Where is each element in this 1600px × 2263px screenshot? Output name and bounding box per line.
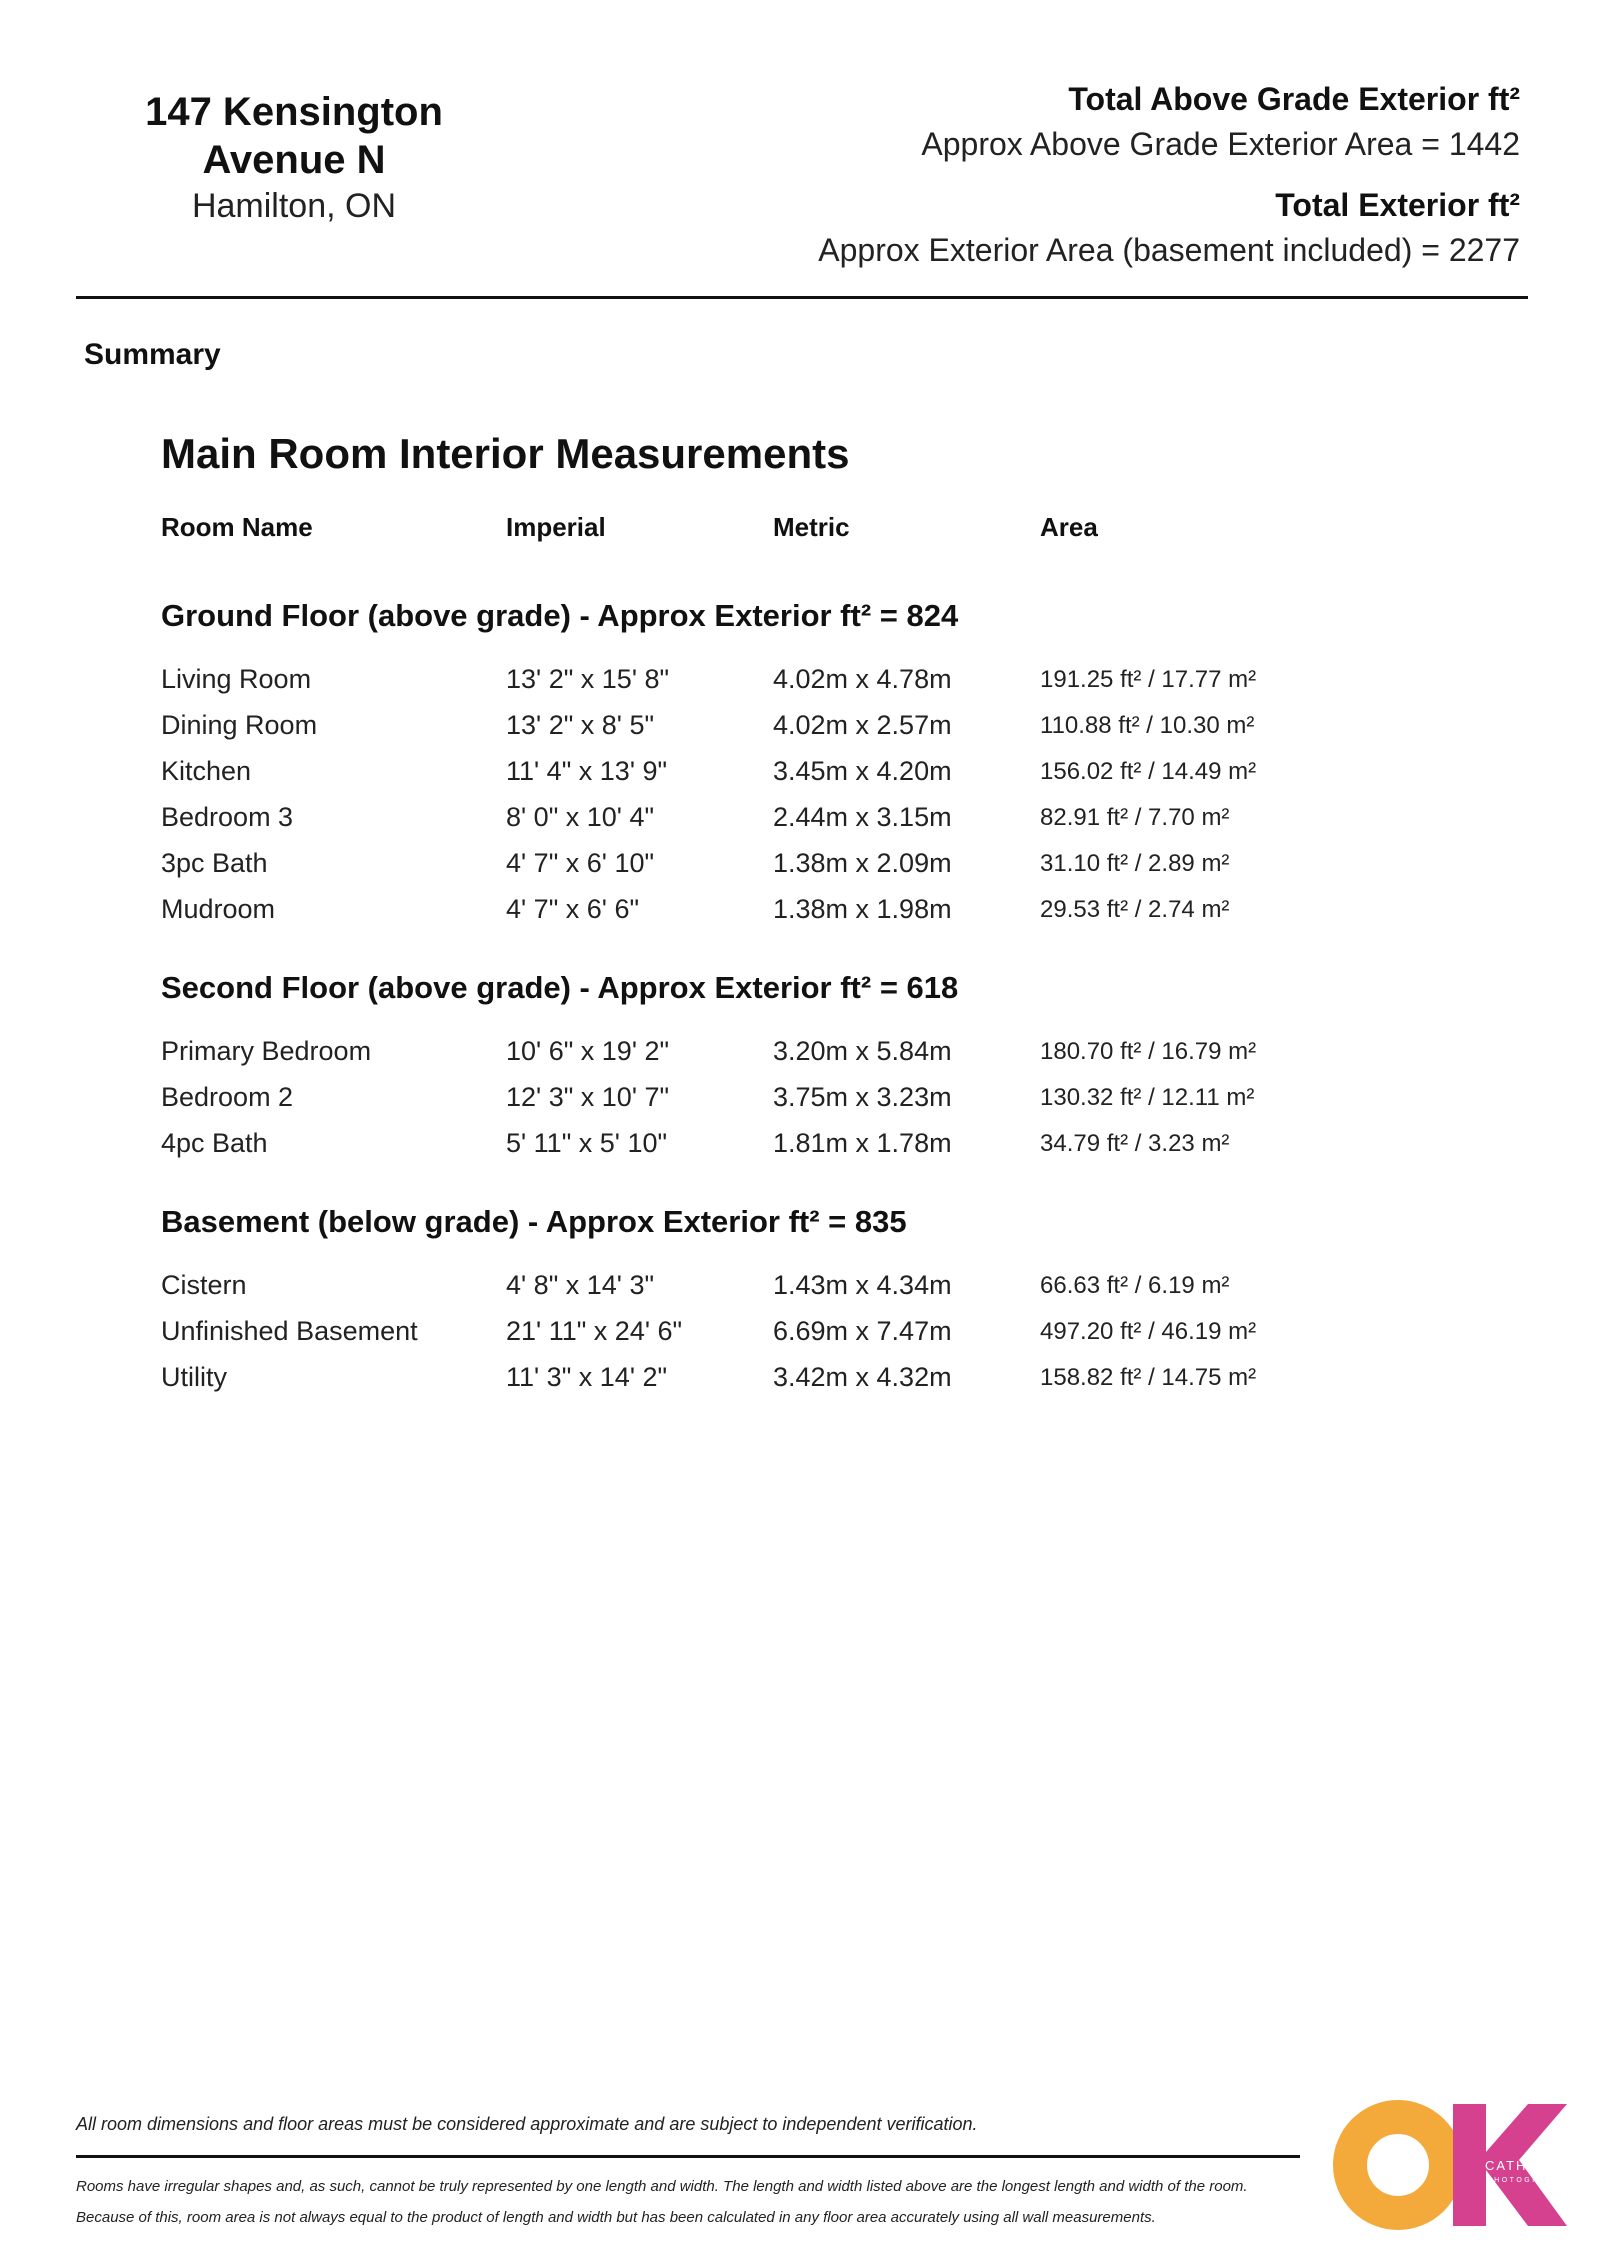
table-row — [161, 1270, 1361, 1316]
metric-dimensions: 3.20m x 5.84m — [773, 1036, 952, 1066]
room-name: Bedroom 2 — [161, 1082, 294, 1112]
above-grade-value: Approx Above Grade Exterior Area = 1442 — [921, 126, 1520, 162]
room-area: 180.70 ft² / 16.79 m² — [1040, 1038, 1257, 1065]
imperial-dimensions: 8' 0" x 10' 4" — [506, 802, 655, 832]
room-area: 82.91 ft² / 7.70 m² — [1040, 804, 1230, 831]
room-name: Mudroom — [161, 894, 276, 924]
room-name: Primary Bedroom — [161, 1036, 372, 1066]
room-area: 31.10 ft² / 2.89 m² — [1040, 850, 1230, 877]
metric-dimensions: 1.43m x 4.34m — [773, 1270, 952, 1300]
column-header-metric: Metric — [773, 512, 850, 542]
room-area: 156.02 ft² / 14.49 m² — [1040, 758, 1257, 785]
room-name: Unfinished Basement — [161, 1316, 418, 1346]
metric-dimensions: 6.69m x 7.47m — [773, 1316, 952, 1346]
page-title: Main Room Interior Measurements — [161, 430, 850, 477]
disclaimer: All room dimensions and floor areas must be considered approximate and are subject to independent verification. — [76, 2114, 978, 2134]
table-header — [161, 512, 1361, 568]
room-area: 130.32 ft² / 12.11 m² — [1040, 1084, 1255, 1111]
table-row — [161, 848, 1361, 894]
measurements-table — [161, 512, 1361, 1408]
imperial-dimensions: 4' 7" x 6' 10" — [506, 848, 655, 878]
address-block — [84, 88, 504, 228]
imperial-dimensions: 13' 2" x 8' 5" — [506, 710, 655, 740]
room-area: 191.25 ft² / 17.77 m² — [1040, 666, 1257, 693]
imperial-dimensions: 21' 11" x 24' 6" — [506, 1316, 683, 1346]
metric-dimensions: 1.81m x 1.78m — [773, 1128, 952, 1158]
room-name: Bedroom 3 — [161, 802, 294, 832]
column-header-imperial: Imperial — [506, 512, 606, 542]
imperial-dimensions: 4' 7" x 6' 6" — [506, 894, 640, 924]
cathy-koop-logo — [1335, 2100, 1590, 2230]
metric-dimensions: 2.44m x 3.15m — [773, 802, 952, 832]
room-area: 110.88 ft² / 10.30 m² — [1040, 712, 1255, 739]
table-row — [161, 664, 1361, 710]
room-name: Kitchen — [161, 756, 252, 786]
total-exterior-label: Total Exterior ft² — [1275, 187, 1520, 223]
metric-dimensions: 4.02m x 2.57m — [773, 710, 952, 740]
room-area: 158.82 ft² / 14.75 m² — [1040, 1364, 1257, 1391]
room-name: Living Room — [161, 664, 312, 694]
city: Hamilton, ON — [191, 187, 397, 225]
table-row — [161, 894, 1361, 940]
total-exterior-value: Approx Exterior Area (basement included) = 2277 — [818, 232, 1520, 268]
table-row — [161, 1082, 1361, 1128]
imperial-dimensions: 12' 3" x 10' 7" — [506, 1082, 670, 1112]
floor-sections — [161, 568, 1361, 1408]
column-header-area: Area — [1040, 512, 1098, 542]
logo-name-text: CATHY KOOP — [1485, 2158, 1590, 2173]
metric-dimensions: 3.75m x 3.23m — [773, 1082, 952, 1112]
room-area: 66.63 ft² / 6.19 m² — [1040, 1272, 1230, 1299]
metric-dimensions: 1.38m x 1.98m — [773, 894, 952, 924]
room-area: 497.20 ft² / 46.19 m² — [1040, 1318, 1257, 1345]
summary-heading: Summary — [84, 338, 221, 371]
imperial-dimensions: 11' 3" x 14' 2" — [506, 1362, 668, 1392]
exterior-totals — [818, 78, 1520, 290]
room-area: 34.79 ft² / 3.23 m² — [1040, 1130, 1230, 1157]
room-name: Utility — [161, 1362, 227, 1392]
room-name: Dining Room — [161, 710, 318, 740]
metric-dimensions: 1.38m x 2.09m — [773, 848, 952, 878]
column-header-room: Room Name — [161, 512, 313, 542]
table-row — [161, 802, 1361, 848]
section-title: Second Floor (above grade) - Approx Exterior ft² = 618 — [161, 970, 959, 1005]
table-row — [161, 756, 1361, 802]
footer-divider — [76, 2155, 1300, 2158]
table-row — [161, 1316, 1361, 1362]
footer-note-1: Rooms have irregular shapes and, as such, cannot be truly represented by one length and width. The length and width listed above are the longest length and width of the room. — [76, 2178, 1248, 2195]
metric-dimensions: 4.02m x 4.78m — [773, 664, 952, 694]
metric-dimensions: 3.45m x 4.20m — [773, 756, 952, 786]
section-title: Ground Floor (above grade) - Approx Exterior ft² = 824 — [161, 598, 959, 633]
imperial-dimensions: 11' 4" x 13' 9" — [506, 756, 668, 786]
section-title: Basement (below grade) - Approx Exterior ft² = 835 — [161, 1204, 907, 1239]
room-name: Cistern — [161, 1270, 247, 1300]
logo-o-shape — [1350, 2117, 1446, 2213]
room-area: 29.53 ft² / 2.74 m² — [1040, 896, 1230, 923]
table-row — [161, 710, 1361, 756]
footer-note-2: Because of this, room area is not always equal to the product of length and width but has been calculated in any floor area accurately using all wall measurements. — [76, 2209, 1156, 2226]
imperial-dimensions: 5' 11" x 5' 10" — [506, 1128, 668, 1158]
metric-dimensions: 3.42m x 4.32m — [773, 1362, 952, 1392]
imperial-dimensions: 13' 2" x 15' 8" — [506, 664, 670, 694]
table-row — [161, 1362, 1361, 1408]
table-row — [161, 1128, 1361, 1174]
table-row — [161, 1036, 1361, 1082]
logo-sub-text: PHOTOGRAPHY — [1487, 2177, 1569, 2184]
room-name: 4pc Bath — [161, 1128, 268, 1158]
imperial-dimensions: 4' 8" x 14' 3" — [506, 1270, 655, 1300]
street-address: 147 Kensington Avenue N — [145, 90, 443, 182]
room-name: 3pc Bath — [161, 848, 268, 878]
header-divider — [76, 296, 1528, 299]
imperial-dimensions: 10' 6" x 19' 2" — [506, 1036, 670, 1066]
above-grade-label: Total Above Grade Exterior ft² — [1068, 81, 1520, 117]
